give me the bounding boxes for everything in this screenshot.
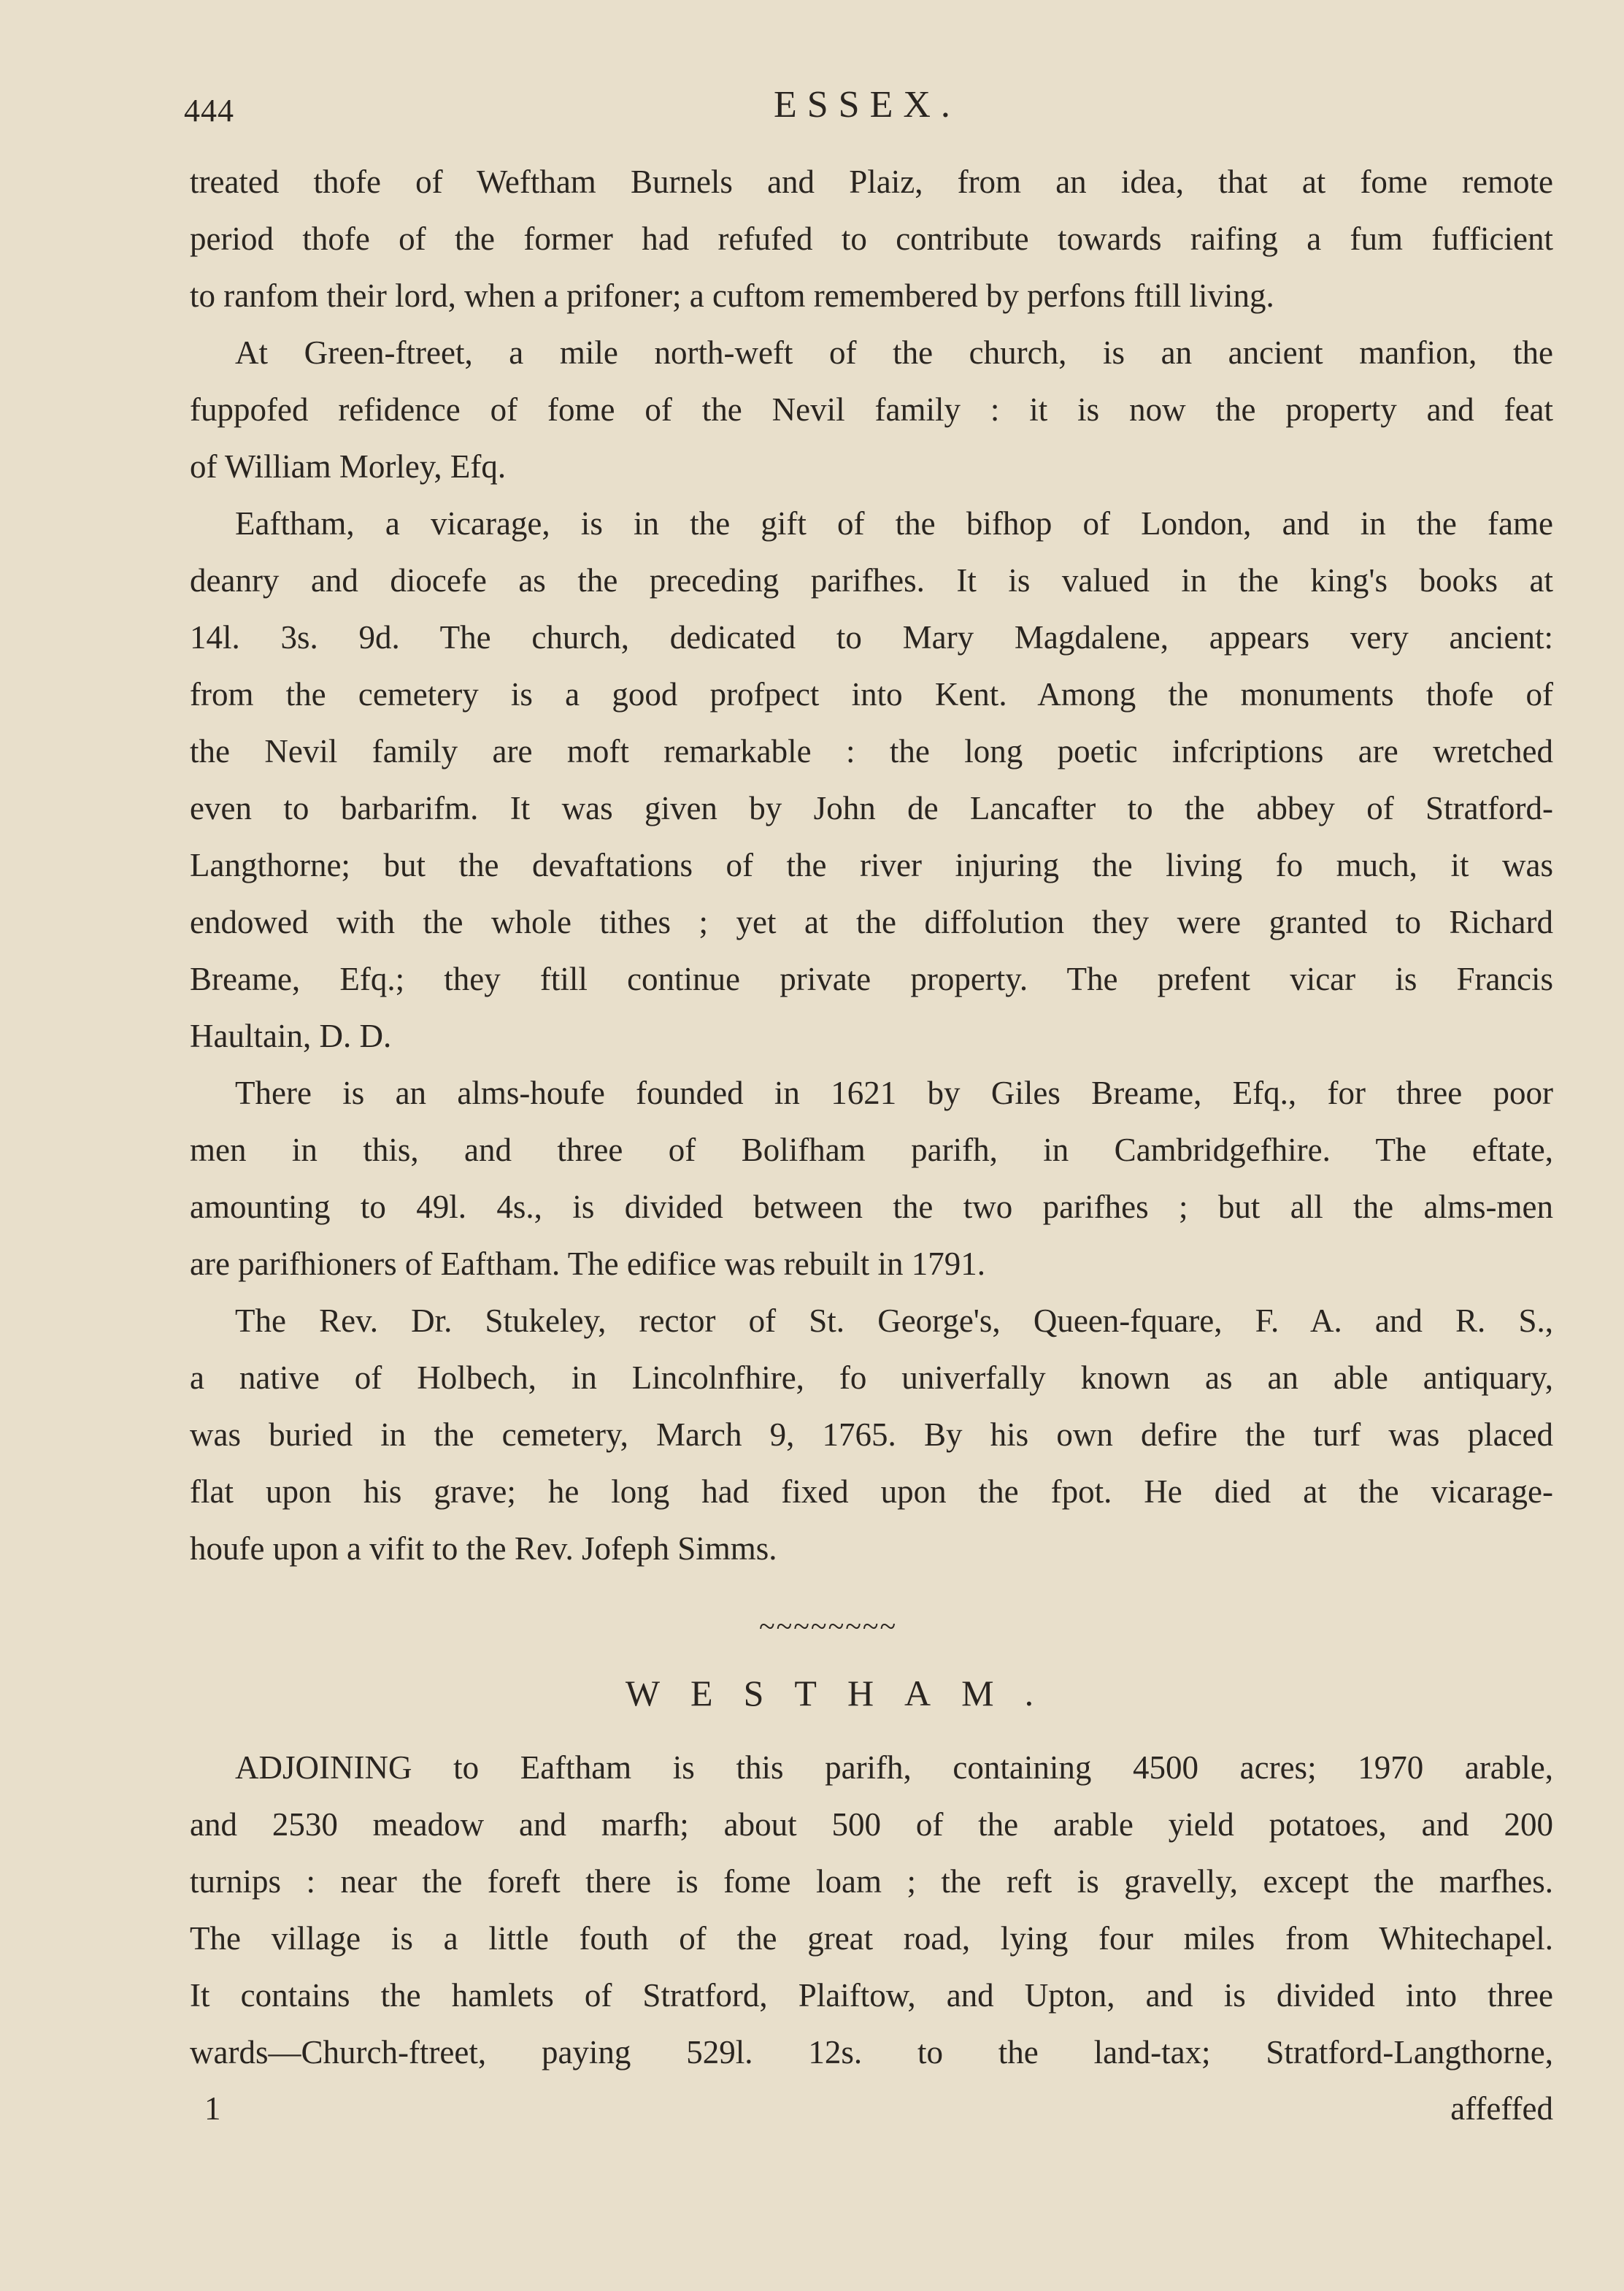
text-line: to ranfom their lord, when a prifoner; a cuftom remembered by perfons ftill living. bbox=[190, 277, 1274, 314]
text-line: Haultain, D. D. bbox=[190, 1018, 392, 1054]
text-line: are parifhioners of Eaftham. The edifice was rebuilt in 1791. bbox=[190, 1246, 986, 1282]
signature-mark: 1 bbox=[204, 2090, 221, 2127]
text-line: period thofe of the former had refufed to contribute towards raifing a fum fufficient bbox=[190, 220, 1553, 257]
text-line: Breame, Efq.; they ftill continue private property. The prefent vicar is Francis bbox=[190, 961, 1553, 997]
text-line: 14l. 3s. 9d. The church, dedicated to Mary Magdalene, appears very ancient: bbox=[190, 619, 1553, 656]
text-line: men in this, and three of Bolifham parifh, in Cambridgefhire. The eftate, bbox=[190, 1132, 1553, 1168]
text-line: the Nevil family are moft remarkable : the long poetic infcriptions are wretched bbox=[190, 733, 1553, 770]
catchword: affeffed bbox=[1450, 2090, 1553, 2127]
page-number: 444 bbox=[184, 93, 234, 128]
text-line: endowed with the whole tithes ; yet at the diffolution they were granted to Richard bbox=[190, 904, 1553, 940]
text-line: was buried in the cemetery, March 9, 1765. By his own defire the turf was placed bbox=[190, 1416, 1553, 1453]
text-line: It contains the hamlets of Stratford, Plaiftow, and Upton, and is divided into three bbox=[190, 1977, 1553, 2014]
text-line: wards—Church-ftreet, paying 529l. 12s. to the land-tax; Stratford-Langthorne, bbox=[190, 2034, 1553, 2071]
text-line: deanry and diocefe as the preceding parifhes. It is valued in the king's books at bbox=[190, 562, 1553, 599]
text-line: At Green-ftreet, a mile north-weft of the church, is an ancient manfion, the bbox=[235, 334, 1553, 371]
section-title: WESTHAM. bbox=[625, 1673, 1065, 1714]
text-line: and 2530 meadow and marfh; about 500 of the arable yield potatoes, and 200 bbox=[190, 1806, 1553, 1843]
section-ornament: ~~~~~~~~ bbox=[759, 1610, 898, 1643]
text-line: There is an alms-houfe founded in 1621 by Giles Breame, Efq., for three poor bbox=[235, 1075, 1553, 1111]
page-header bbox=[0, 79, 1624, 130]
westham-body-text bbox=[190, 1739, 1553, 2081]
running-head: ESSEX. bbox=[774, 84, 961, 126]
text-line: ADJOINING to Eaftham is this parifh, containing 4500 acres; 1970 arable, bbox=[235, 1749, 1553, 1786]
text-line: Eaftham, a vicarage, is in the gift of the bifhop of London, and in the fame bbox=[235, 505, 1553, 542]
text-line: a native of Holbech, in Lincolnfhire, fo univerfally known as an able antiquary, bbox=[190, 1359, 1553, 1396]
text-line: turnips : near the foreft there is fome loam ; the reft is gravelly, except the marfhes. bbox=[190, 1863, 1553, 1900]
page-footer bbox=[190, 2089, 1553, 2141]
text-line: from the cemetery is a good profpect into Kent. Among the monuments thofe of bbox=[190, 676, 1553, 713]
text-line: The village is a little fouth of the great road, lying four miles from Whitechapel. bbox=[190, 1920, 1553, 1957]
essex-body-text bbox=[190, 153, 1553, 1577]
text-line: treated thofe of Weftham Burnels and Plaiz, from an idea, that at fome remote bbox=[190, 164, 1553, 200]
text-line: even to barbarifm. It was given by John de Lancafter to the abbey of Stratford- bbox=[190, 790, 1553, 826]
text-line: flat upon his grave; he long had fixed upon the fpot. He died at the vicarage- bbox=[190, 1473, 1553, 1510]
text-line: houfe upon a vifit to the Rev. Jofeph Simms. bbox=[190, 1530, 777, 1567]
text-line: of William Morley, Efq. bbox=[190, 448, 507, 485]
text-line: The Rev. Dr. Stukeley, rector of St. George's, Queen-fquare, F. A. and R. S., bbox=[235, 1302, 1553, 1339]
text-line: amounting to 49l. 4s., is divided between the two parifhes ; but all the alms-men bbox=[190, 1189, 1553, 1225]
text-line: Langthorne; but the devaftations of the river injuring the living fo much, it was bbox=[190, 847, 1553, 883]
text-line: fuppofed refidence of fome of the Nevil family : it is now the property and feat bbox=[190, 391, 1553, 428]
